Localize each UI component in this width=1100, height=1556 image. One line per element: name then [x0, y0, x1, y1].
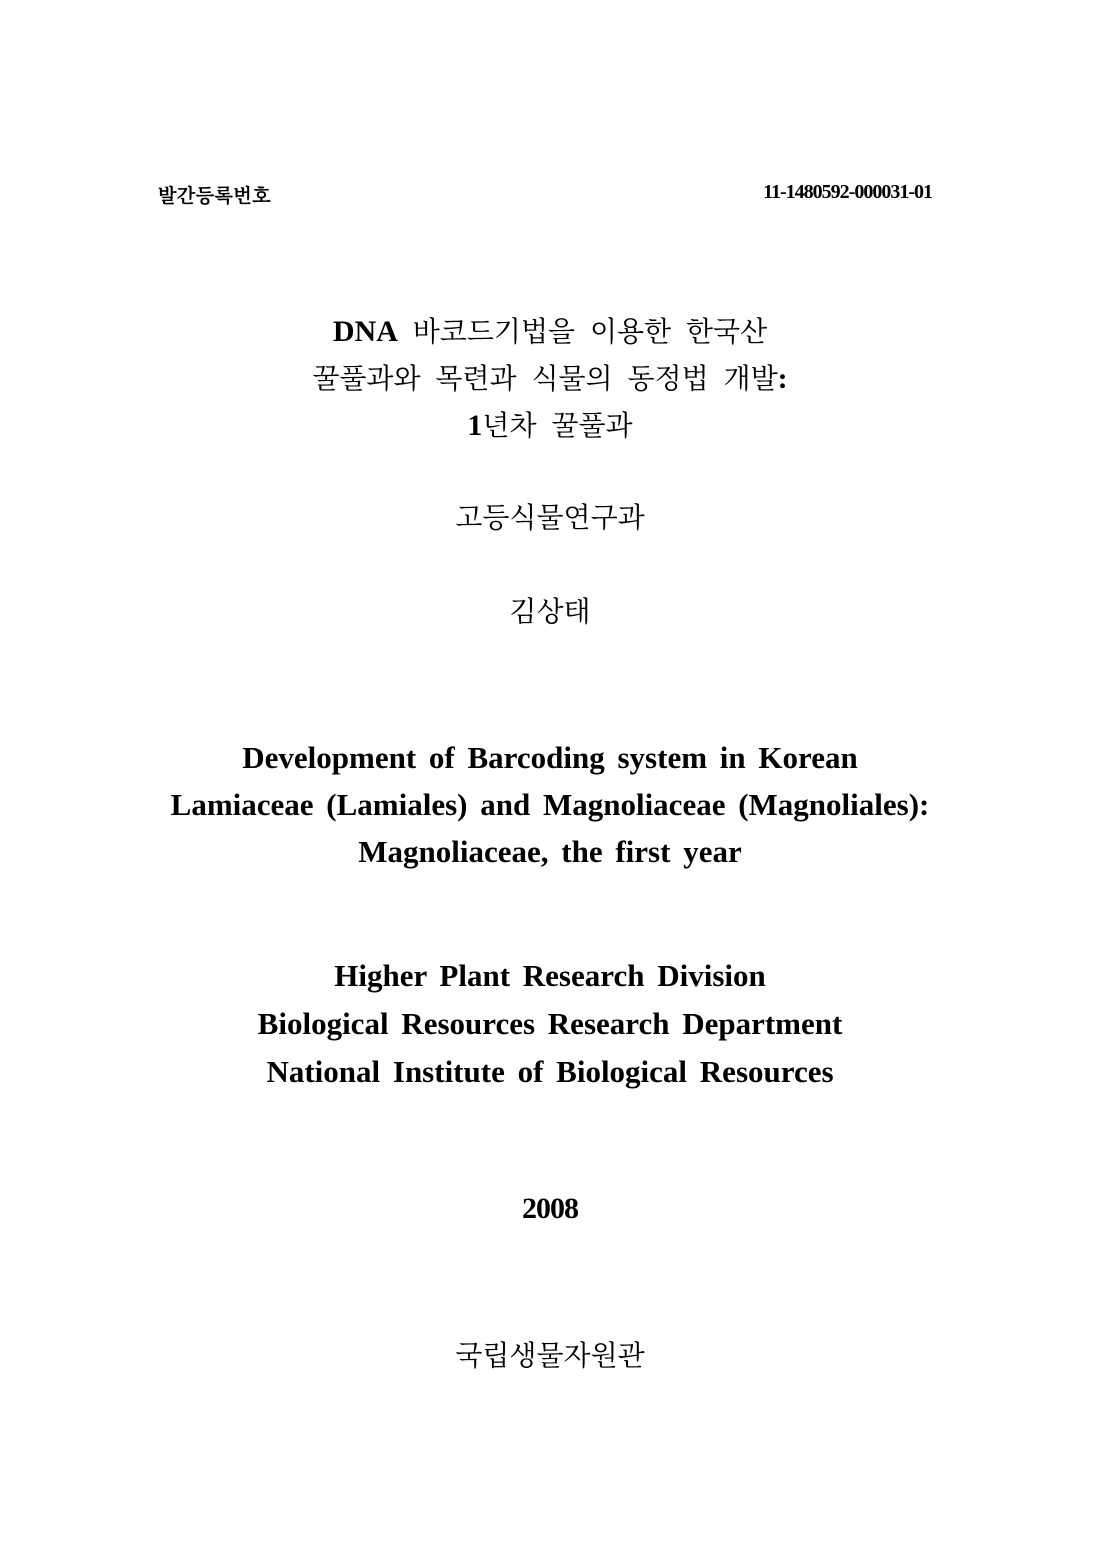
- korean-title-colon: :: [777, 362, 788, 395]
- english-title-line: Magnoliaceae, the first year: [358, 834, 742, 869]
- korean-title-line-3-text: 년차 꿀풀과: [482, 409, 633, 442]
- publisher-name: 국립생물자원관: [455, 1339, 645, 1372]
- korean-title-line-1: [0, 308, 1100, 355]
- korean-title-line-3: [0, 402, 1100, 449]
- korean-title-year-number: 1: [467, 409, 483, 442]
- english-title-line: Development of Barcoding system in Korean: [242, 740, 858, 775]
- korean-author: 김상태: [509, 595, 591, 628]
- registration-label: 발간등록번호: [158, 185, 272, 207]
- organization-line: National Institute of Biological Resources: [266, 1054, 834, 1089]
- english-title: [0, 734, 1100, 875]
- organization-line: Biological Resources Research Department: [257, 1006, 843, 1041]
- korean-title-line-1-text: 바코드기법을 이용한 한국산: [397, 315, 768, 348]
- korean-title: [0, 308, 1100, 449]
- english-organization: [0, 952, 1100, 1096]
- korean-title-line-2-text: 꿀풀과와 목련과 식물의 동정법 개발: [312, 362, 778, 395]
- korean-title-dna: DNA: [332, 315, 398, 348]
- english-title-line: Lamiaceae (Lamiales) and Magnoliaceae (Magnoliales):: [170, 787, 930, 822]
- korean-title-line-2: [0, 355, 1100, 402]
- registration-number: 11-1480592-000031-01: [763, 181, 932, 203]
- korean-division: 고등식물연구과: [455, 501, 645, 534]
- organization-line: Higher Plant Research Division: [334, 958, 766, 993]
- publication-year: 2008: [522, 1192, 578, 1225]
